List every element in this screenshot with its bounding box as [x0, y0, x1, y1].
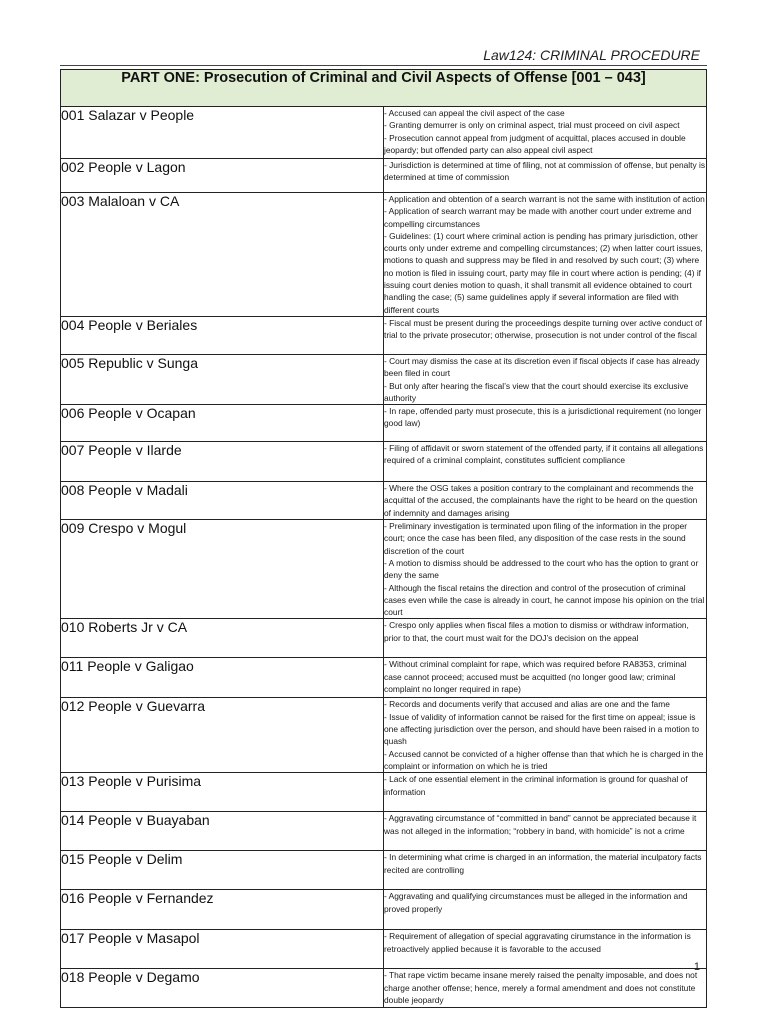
- note-line: - Records and documents verify that accused and alias are one and the fame: [384, 699, 670, 710]
- note-line: - Granting demurrer is only on criminal aspect, trial must proceed on civil aspect: [384, 120, 680, 131]
- note-line: - Requirement of allegation of special aggravating cirumstance in the information is retroactively applied because it is favorable to the accused: [384, 931, 691, 954]
- note-line: - A motion to dismiss should be addressed to the court who has the option to grant or deny the same: [384, 557, 699, 581]
- note-line: - Preliminary investigation is terminated upon filing of the information in the proper court; once the case has been filed, any disposition of the case rests in the sound discretion of the court: [384, 521, 688, 556]
- note-line: - Guidelines: (1) court where criminal action is pending has primary jurisdiction, other courts only under extreme and compelling circumstances; (2) when latter court issues, motions to quash and suppress may be filed in and resolved by such court; (3) where no motion is filed in issuing court, party may file in court where action is pending; (4) if issuing court denies motion to quash, it shall transmit all evidence obtained to court handling the case; (5) same guidelines apply if several information are filed with different courts: [384, 230, 703, 315]
- note-line: - Where the OSG takes a position contrary to the complainant and recommends the acquittal of the accused, the complainants have the right to be heard on the question of indemnity and damages arising: [384, 483, 698, 518]
- case-notes: [384, 405, 707, 442]
- note-line: - Aggravating circumstance of “committed in band” cannot be appreciated because it was not alleged in the information; “robbery in band, with homicide” is not a crime: [384, 813, 697, 836]
- table-row: [61, 159, 707, 193]
- note-line: - Fiscal must be present during the proceedings despite turning over active conduct of trial to the private prosecutor; otherwise, prosecution is not under control of the fiscal: [384, 317, 702, 341]
- part-title: PART ONE: Prosecution of Criminal and Civil Aspects of Offense [001 – 043]: [61, 70, 707, 107]
- case-notes: [384, 890, 707, 930]
- note-line: - Application of search warrant may be made with another court under extreme and compelling circumstances: [384, 206, 692, 229]
- case-notes: [384, 812, 707, 851]
- case-name: 009 Crespo v Mogul: [61, 520, 384, 619]
- table-row: [61, 316, 707, 354]
- table-row: [61, 619, 707, 658]
- note-line: - That rape victim became insane merely raised the penalty imposable, and does not charge another offense; hence, merely a formal amendment and does not constitute double jeopardy: [384, 970, 698, 1005]
- case-name: 002 People v Lagon: [61, 159, 384, 193]
- case-name: 010 Roberts Jr v CA: [61, 619, 384, 658]
- case-notes: [384, 482, 707, 520]
- case-name: 005 Republic v Sunga: [61, 354, 384, 404]
- case-notes: [384, 930, 707, 969]
- table-row: [61, 107, 707, 159]
- note-line: - Filing of affidavit or sworn statement of the offended party, if it contains all allegations required of a criminal complaint, constitutes sufficient compliance: [384, 443, 704, 466]
- case-notes: [384, 442, 707, 482]
- case-name: 018 People v Degamo: [61, 969, 384, 1008]
- table-row: [61, 773, 707, 812]
- note-line: - But only after hearing the fiscal’s view that the court should exercise its exclusive authority: [384, 380, 689, 403]
- case-name: 013 People v Purisima: [61, 773, 384, 812]
- note-line: - Although the fiscal retains the direction and control of the prosecution of criminal cases even while the case is already in court, he cannot impose his opinion on the trial court: [384, 582, 705, 618]
- case-name: 007 People v Ilarde: [61, 442, 384, 482]
- case-name: 012 People v Guevarra: [61, 698, 384, 773]
- table-row: [61, 812, 707, 851]
- case-name: 004 People v Beriales: [61, 316, 384, 354]
- page-number: 1: [693, 961, 700, 973]
- case-name: 006 People v Ocapan: [61, 405, 384, 442]
- case-notes: [384, 619, 707, 658]
- course-header: Law124: CRIMINAL PROCEDURE: [483, 47, 700, 63]
- case-rows: [61, 107, 707, 1008]
- table-row: [61, 193, 707, 317]
- note-line: - In determining what crime is charged in an information, the material inculpatory facts recited are controlling: [384, 852, 702, 875]
- table-row: [61, 851, 707, 890]
- case-notes: [384, 107, 707, 159]
- note-line: - Application and obtention of a search warrant is not the same with institution of action: [384, 194, 705, 204]
- note-line: - Court may dismiss the case at its discretion even if fiscal objects if case has already been filed in court: [384, 355, 700, 379]
- table-row: [61, 930, 707, 969]
- note-line: - Lack of one essential element in the criminal information is ground for quashal of information: [384, 774, 688, 797]
- case-notes: [384, 520, 707, 619]
- case-notes: [384, 851, 707, 890]
- note-line: - Aggravating and qualifying circumstances must be alleged in the information and proved properly: [384, 891, 688, 914]
- case-name: 017 People v Masapol: [61, 930, 384, 969]
- case-name: 011 People v Galigao: [61, 658, 384, 698]
- table-row: [61, 969, 707, 1008]
- case-notes: [384, 193, 707, 317]
- case-notes: [384, 159, 707, 193]
- case-name: 016 People v Fernandez: [61, 890, 384, 930]
- table-row: [61, 405, 707, 442]
- case-notes: [384, 969, 707, 1008]
- case-notes: [384, 354, 707, 404]
- note-line: - In rape, offended party must prosecute, this is a jurisdictional requirement (no longer good law): [384, 406, 702, 429]
- note-line: - Accused cannot be convicted of a higher offense than that which he is charged in the complaint or information on which he is tried: [384, 748, 704, 771]
- note-line: - Crespo only applies when fiscal files a motion to dismiss or withdraw information, prior to that, the court must wait for the DOJ’s decision on the appeal: [384, 620, 689, 643]
- note-line: - Jurisdiction is determined at time of filing, not at commission of offense, but penalty is determined at time of commission: [384, 160, 706, 183]
- table-row: [61, 442, 707, 482]
- table-row: [61, 698, 707, 773]
- table-row: [61, 354, 707, 404]
- table-row: [61, 658, 707, 698]
- note-line: - Without criminal complaint for rape, which was required before RA8353, criminal case cannot proceed; accused must be acquitted (no longer good law; criminal complaint no longer required in rape): [384, 659, 687, 695]
- case-notes: [384, 773, 707, 812]
- header-divider: [60, 65, 707, 66]
- case-name: 015 People v Delim: [61, 851, 384, 890]
- case-name: 008 People v Madali: [61, 482, 384, 520]
- case-notes: [384, 316, 707, 354]
- note-line: - Issue of validity of information cannot be raised for the first time on appeal; issue is one affecting jurisdiction over the person, and should have been raised in a motion to quash: [384, 711, 700, 747]
- table-row: [61, 520, 707, 619]
- table-row: [61, 482, 707, 520]
- note-line: - Accused can appeal the civil aspect of the case: [384, 108, 565, 118]
- case-name: 003 Malaloan v CA: [61, 193, 384, 317]
- note-line: - Prosecution cannot appeal from judgment of acquittal, places accused in double jeopardy; but offended party can also appeal civil aspect: [384, 132, 686, 155]
- case-digest-table: [60, 69, 707, 1008]
- table-row: [61, 890, 707, 930]
- case-name: 001 Salazar v People: [61, 107, 384, 159]
- case-name: 014 People v Buayaban: [61, 812, 384, 851]
- case-notes: [384, 698, 707, 773]
- case-notes: [384, 658, 707, 698]
